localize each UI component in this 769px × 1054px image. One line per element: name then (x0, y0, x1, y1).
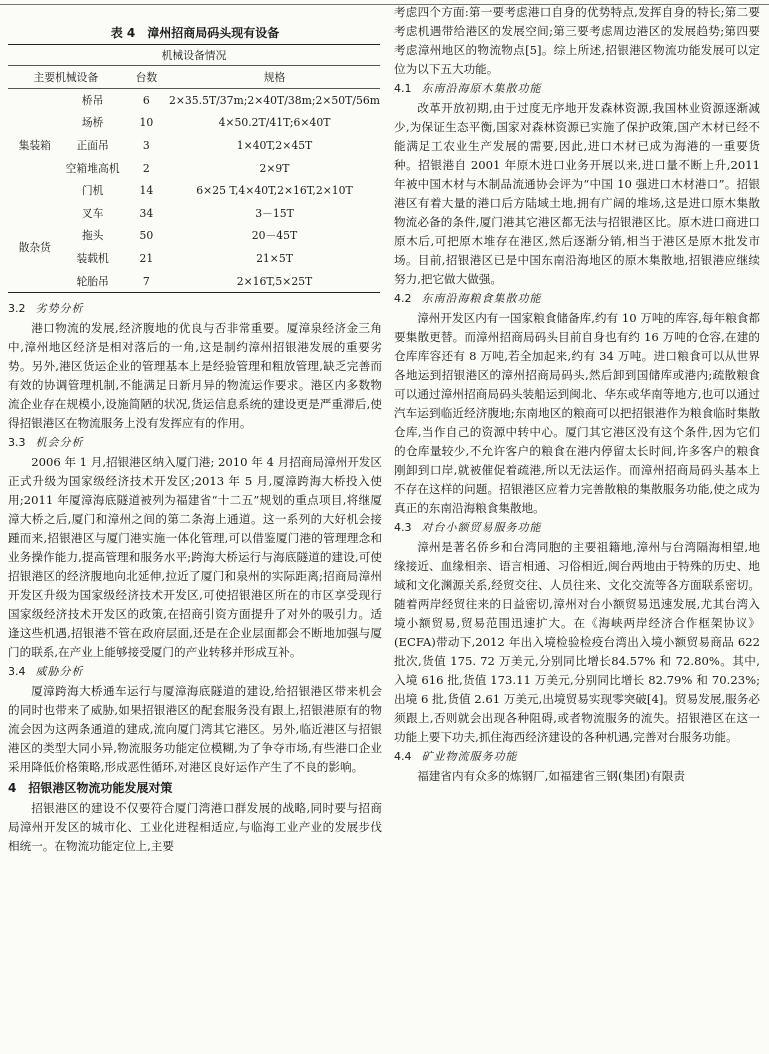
table-row (8, 134, 380, 157)
count-cell: 14 (139, 184, 154, 198)
section-title: 劣势分析 (35, 302, 84, 316)
table-row (8, 247, 380, 270)
equipment-cell: 轮胎吊 (76, 274, 109, 288)
spec-cell: 3－15T (255, 206, 294, 220)
section-heading-4-3 (394, 518, 760, 538)
spec-cell: 6×25 T,4×40T,2×16T,2×10T (196, 184, 353, 198)
category-cell: 散杂货 (18, 240, 51, 254)
count-cell: 7 (142, 274, 150, 288)
paragraph: 漳州开发区内有一国家粮食储备库,约有 10 万吨的库容,每年粮食都要集散更替。而漳州招商局码头目前自身也有约 16 万吨的仓容,在建的仓库库容还有 8 万吨,若全加起来,约有 34 万吨。进口粮食可以从世界各地运到招银港区的漳州招商局码头,然后卸到国储库或港内;疏散粮食可以通过漳州招商局码头装船运到闽北、华东或华南等地方,也可以通过汽车运到临近经济腹地;东南地区的粮商可以把招银港作为粮食临时集散仓库,当作自己的资源中转中心。厦门其它港区没有这个条件,因为它们的仓库量较少,不允许客户的粮食在港内停留太长时间,许多客户的粮食刚卸到口岸,就被催促着疏港,所以无法运作。而漳州招商局码头基本上不存在这样的问题。招银港区应着力完善散粮的集散服务功能,使之成为真正的东南沿海粮食集散地。 (394, 311, 760, 515)
spec-cell: 2×9T (259, 161, 290, 175)
spec-cell: 21×5T (256, 251, 293, 265)
equipment-cell: 拖头 (81, 229, 104, 243)
table-row (8, 157, 380, 180)
paragraph: 招银港区的建设不仅要符合厦门湾港口群发展的战略,同时要与招商局漳州开发区的城市化、工业化进程相适应,与临海工业产业的发展步伐相统一。在物流功能定位上,主要 (8, 801, 382, 854)
section-number: 3.3 (8, 436, 26, 450)
section-title: 东南沿海粮食集散功能 (421, 292, 542, 305)
spec-cell: 2×35.5T/37m;2×40T/38m;2×50T/56m (168, 93, 380, 107)
table-title: 表 4 漳州招商局码头现有设备 (110, 26, 280, 40)
section-number: 3.4 (8, 665, 26, 679)
section-number: 4 (8, 781, 17, 796)
table-row (8, 270, 380, 293)
equipment-cell: 桥吊 (81, 93, 104, 107)
table-row (8, 112, 380, 135)
section-heading-3-2 (8, 299, 382, 319)
spec-cell: 2×16T,5×25T (236, 274, 313, 288)
count-cell: 34 (139, 206, 154, 220)
section-title: 招银港区物流功能发展对策 (28, 781, 173, 796)
table-subheader: 机械设备情况 (8, 45, 380, 66)
spec-cell: 1×40T,2×45T (236, 138, 313, 152)
section-heading-4-1 (394, 79, 760, 99)
section-title: 矿业物流服务功能 (421, 750, 518, 763)
section-title: 东南沿海原木集散功能 (421, 82, 542, 95)
count-cell: 21 (139, 251, 154, 265)
table-row (8, 89, 380, 112)
count-cell: 2 (142, 161, 150, 175)
paragraph: 考虑四个方面:第一要考虑港口自身的优势特点,发挥自身的特长;第二要考虑机遇带给港区的发展空间;第三要考虑周边港区的发展趋势;第四要考虑漳州地区的物流物点[5]。综上所述,招银港区物流功能发展可以定位为以下五大功能。 (394, 5, 760, 76)
paragraph: 港口物流的发展,经济腹地的优良与否非常重要。厦漳泉经济金三角中,漳州地区经济是相对落后的一角,这是制约漳州招银港发展的重要劣势。另外,港区货运企业的管理基本上是经验管理和粗放管理,缺乏完善而有效的协调管理机制,不能满足日新月异的物流运作要求。港区内多数物流企业存在规模小,设施简陋的状况,货运信息系统的建设更是严重滞后,使得招银港区在物流服务上没有发挥应有的作用。 (8, 321, 382, 431)
section-heading-4-4 (394, 747, 760, 767)
paragraph: 漳州是著名侨乡和台湾同胞的主要祖籍地,漳州与台湾隔海相望,地缘接近、血缘相亲、语言相通、习俗相近,闽台两地由于特殊的历史、地域和文化渊源关系,经贸交往、人员往来、文化交流等各方面联系密切。随着两岸经贸往来的日益密切,漳州对台小额贸易迅速发展,尤其台湾入境小额贸易,贸易范围迅速扩大。在《海峡两岸经济合作框架协议》(ECFA)带动下,2012 年出入境检验检疫台湾出入境小额贸易商品 622 批次,货值 175. 72 万美元,分别同比增长84.57% 和 72.80%。其中,入境 616 批,货值 173.11 万美元,分别同比增长 82.79% 和 70.23%;出境 6 批,货值 2.61 万美元,出境贸易实现零突破[4]。贸易发展,服务必须跟上,否则就会出现各种阻碍,或者物流服务的流失。招银港区在这一功能上要下功夫,抓住海西经济建设的各种机遇,完善对台服务功能。 (394, 540, 760, 744)
section-heading-4 (8, 777, 382, 799)
section-number: 4.2 (394, 292, 412, 305)
category-cell: 集装箱 (18, 138, 51, 152)
paragraph: 厦漳跨海大桥通车运行与厦漳海底隧道的建设,给招银港区带来机会的同时也带来了威胁,如果招银港区的配套服务没有跟上,招银港原有的物流会因为这两条通道的建成,流向厦门湾其它港区。另外,临近港区与招银港区的类型大同小异,物流服务功能定位模糊,为了争夺市场,有些港口企业采用降低价格策略,形成恶性循环,对港区良好运作产生了不良的影响。 (8, 684, 382, 775)
equipment-cell: 正面吊 (76, 138, 109, 152)
section-number: 4.4 (394, 750, 412, 763)
count-cell: 6 (142, 93, 150, 107)
equipment-table (8, 44, 380, 293)
equipment-cell: 门机 (81, 184, 104, 198)
col-header-count: 台数 (124, 66, 169, 89)
section-title: 威胁分析 (35, 665, 84, 679)
section-number: 4.3 (394, 521, 412, 534)
section-heading-4-2 (394, 289, 760, 309)
equipment-cell: 空箱堆高机 (65, 161, 120, 175)
spec-cell: 4×50.2T/41T;6×40T (218, 116, 331, 130)
count-cell: 10 (139, 116, 154, 130)
section-title: 对台小额贸易服务功能 (421, 521, 542, 534)
section-number: 3.2 (8, 302, 26, 316)
paragraph: 福建省内有众多的炼钢厂,如福建省三钢(集团)有限责 (417, 769, 685, 783)
paragraph: 改革开放初期,由于过度无序地开发森林资源,我国林业资源逐渐减少,为保证生态平衡,国家对森林资源已实施了保护政策,国产木材已经不能满足工农业生产发展的需要,因此,进口木材已成为海港的一重要货种。招银港自 2001 年原木进口业务开展以来,进口量不断上升,2011 年被中国木材与木制品流通协会评为“中国 10 强进口木材港口”。招银港区有着大量的港口后方陆域土地,拥有广阔的堆场,这是进口原木集散物流必备的条件,厦门港其它港区都无法与招银港区比。原木进口商进口原木后,可把原木堆存在港区,然后逐渐分销,相当于港区是原木批发市场。目前,招银港区已是中国东南沿海地区的原木集散地,招银港应继续努力,把它做大做强。 (394, 101, 760, 286)
section-heading-3-3 (8, 433, 382, 453)
paragraph: 2006 年 1 月,招银港区纳入厦门港; 2010 年 4 月招商局漳州开发区正式升级为国家级经济技术开发区;2013 年 5 月,厦漳跨海大桥投入使用;2011 年厦漳海底隧道被列为福建省“十二五”规划的重点项目,将继厦漳大桥之后,厦门和漳州之间的第二条海上通道。这一系列的大好机会接踵而来,招银港区与厦门港实施一体化管理,可以借鉴厦门港的管理理念和业务操作能力,提高管理和服务水平;跨海大桥运行与海底隧道的建设,可使招银港区的经济腹地向北延伸,拉近了厦门和泉州的实际距离;招商局漳州开发区升级为国家级经济技术开发区,可使招银港区所在的市区享受现行国家级经济技术开发区的政策,在招商引资方面提升了对外的吸引力。适逢这些机遇,招银港不管在政府层面,还是在企业层面都会不断地加强与厦门的联系,在产业上能够接受厦门的产业转移并形成互补。 (8, 455, 382, 660)
table-row (8, 225, 380, 248)
section-title: 机会分析 (35, 436, 84, 450)
equipment-cell: 场桥 (81, 116, 104, 130)
count-cell: 50 (139, 229, 154, 243)
equipment-cell: 叉车 (81, 206, 104, 220)
spec-cell: 20－45T (251, 229, 298, 243)
table-row (8, 202, 380, 225)
col-header-spec: 规格 (169, 66, 380, 89)
equipment-cell: 装载机 (76, 251, 109, 265)
right-column (394, 0, 760, 786)
section-number: 4.1 (394, 82, 412, 95)
left-column (8, 0, 382, 856)
col-header-equipment: 主要机械设备 (8, 66, 124, 89)
section-heading-3-4 (8, 662, 382, 682)
count-cell: 3 (142, 138, 150, 152)
table-row (8, 179, 380, 202)
